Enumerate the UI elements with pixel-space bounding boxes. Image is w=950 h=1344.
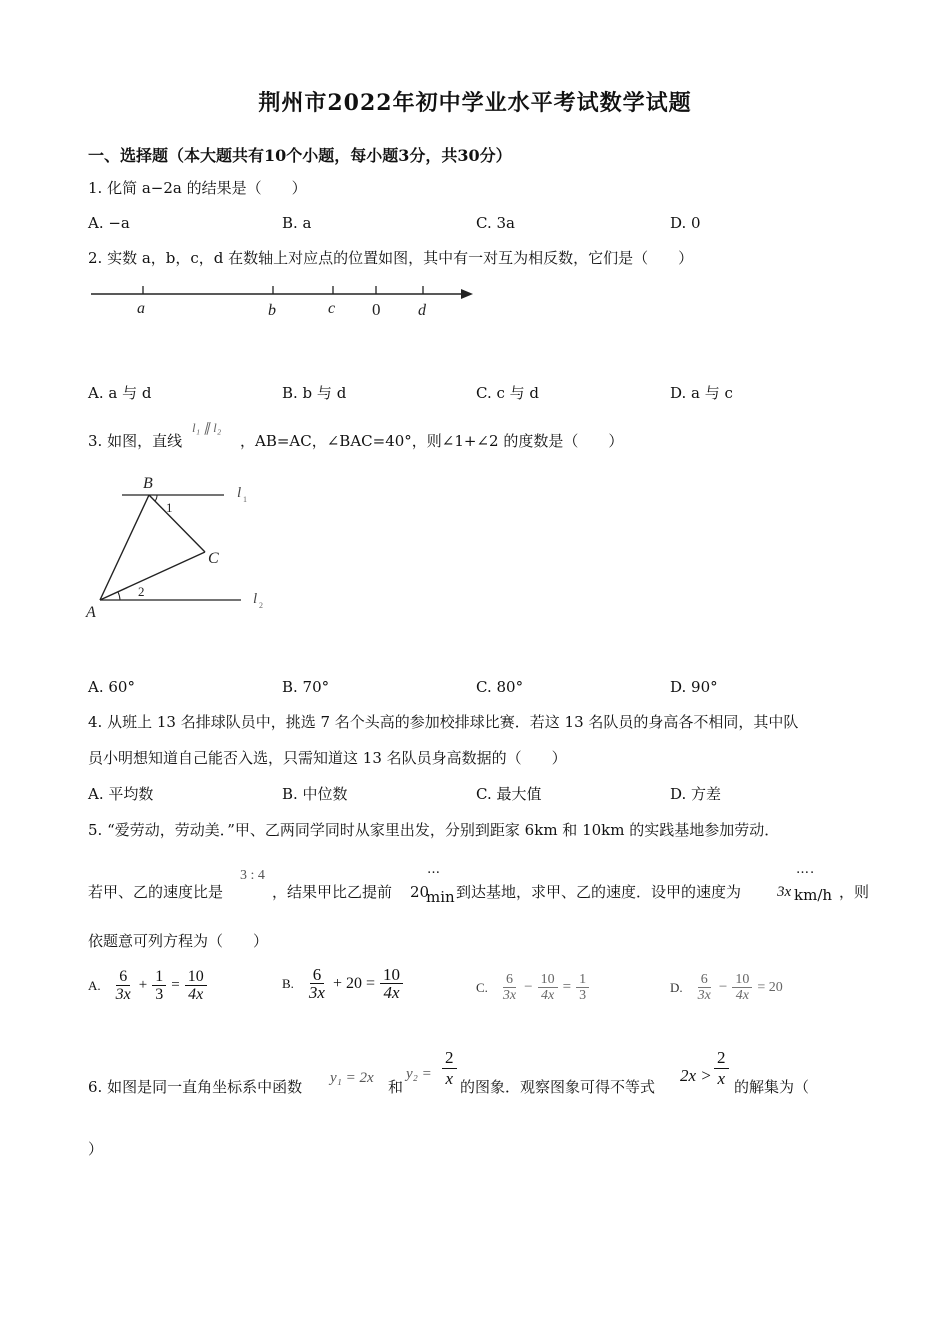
- angle-label-2: 2: [138, 584, 145, 599]
- vertex-label-a: A: [86, 604, 96, 621]
- operator: + 20 =: [332, 974, 376, 992]
- speed-unit: km/h: [794, 886, 833, 904]
- q5-option-c-label: C.: [476, 979, 488, 995]
- question-2-stem: 2. 实数 a，b，c，d 在数轴上对应点的位置如图，其中有一对互为相反数，它们是（ ）: [88, 249, 694, 267]
- line-label-l2: l: [253, 591, 258, 607]
- numerator: 10: [185, 968, 207, 986]
- fraction: [380, 966, 403, 1001]
- numerator: 10: [380, 966, 403, 984]
- numerator: 1: [152, 968, 166, 986]
- q5-option-b-label: B.: [282, 975, 294, 991]
- operator: = 20: [757, 979, 783, 995]
- axis-label-zero: 0: [372, 300, 381, 319]
- speed-variable: 3x: [777, 884, 792, 900]
- denominator: 3x: [502, 988, 517, 1003]
- q4-option-b: B. 中位数: [282, 785, 348, 803]
- operator: −: [718, 979, 728, 995]
- numerator: 6: [503, 972, 516, 988]
- q4-option-a: A. 平均数: [88, 785, 154, 803]
- q3-option-d: D. 90°: [670, 678, 718, 696]
- denominator: 3: [155, 986, 164, 1003]
- fraction: [185, 968, 207, 1003]
- fraction: [113, 968, 134, 1003]
- q5-option-d: [670, 972, 786, 1003]
- q4-option-d: D. 方差: [670, 785, 722, 803]
- emphasis-dots-min: …: [427, 862, 441, 877]
- speed-ratio: 3 : 4: [240, 868, 265, 883]
- line-label-l1-subscript: 1: [243, 495, 247, 504]
- page-title: 荆州市2022年初中学业水平考试数学试题: [258, 90, 692, 116]
- operator: +: [138, 977, 148, 993]
- q2-option-a: A. a 与 d: [88, 384, 152, 402]
- q2-option-d: D. a 与 c: [670, 384, 733, 402]
- line-label-l1: l: [237, 485, 242, 501]
- numerator: 6: [116, 968, 130, 986]
- question-5-line-3: 依题意可列方程为（ ）: [88, 932, 269, 950]
- question-3-stem-end: ，AB=AC，∠BAC=40°，则∠1+∠2 的度数是（ ）: [240, 432, 624, 450]
- q5-option-d-label: D.: [670, 979, 683, 995]
- numerator: 2: [714, 1048, 729, 1069]
- numerator: 6: [698, 972, 711, 988]
- fraction: [732, 972, 752, 1003]
- denominator: 4x: [188, 986, 204, 1003]
- conjunction-and: 和: [388, 1078, 404, 1096]
- q1-option-b: B. a: [282, 214, 312, 232]
- question-4-line-1: 4. 从班上 13 名排球队员中，挑选 7 名个头高的参加校排球比赛．若这 13 名队员的身高各不相同，其中队: [88, 713, 799, 731]
- denominator: 3x: [308, 983, 325, 1002]
- section-heading: 一、选择题（本大题共有10个小题，每小题3分，共30分）: [88, 146, 512, 165]
- function-y2-left: y₂ =: [406, 1066, 432, 1082]
- fraction: [695, 972, 714, 1003]
- numerator: 10: [538, 972, 558, 988]
- denominator: 4x: [735, 988, 749, 1003]
- fraction: [306, 966, 328, 1001]
- number-line-figure: [85, 280, 485, 325]
- inequality-left: 2x >: [680, 1066, 712, 1085]
- angle-label-1: 1: [166, 500, 173, 515]
- q5-option-a-label: A.: [88, 977, 101, 993]
- question-5-line-2-start: 若甲、乙的速度比是: [88, 883, 224, 901]
- function-y1: y₁ = 2x: [330, 1070, 374, 1086]
- q2-option-b: B. b 与 d: [282, 384, 347, 402]
- axis-label-b: b: [268, 302, 276, 319]
- question-5-line-2-mid: ，结果甲比乙提前: [272, 883, 393, 901]
- question-4-line-2: 员小明想知道自己能否入选，只需知道这 13 名队员身高数据的（ ）: [88, 749, 567, 767]
- axis-label-a: a: [137, 300, 145, 317]
- denominator: x: [445, 1069, 454, 1088]
- fraction: [714, 1048, 729, 1089]
- vertex-label-c: C: [208, 550, 219, 567]
- inequality-fraction: [712, 1048, 731, 1089]
- question-6-stem-end: 的解集为（: [734, 1078, 810, 1096]
- line-label-l2-subscript: 2: [259, 601, 263, 610]
- fraction: [442, 1048, 457, 1089]
- axis-label-d: d: [418, 302, 426, 319]
- fraction: [500, 972, 519, 1003]
- question-1-stem: 1. 化简 a−2a 的结果是（ ）: [88, 179, 307, 197]
- time-difference-value: 20: [410, 883, 430, 901]
- question-3-stem-start: 3. 如图，直线: [88, 432, 183, 450]
- fraction: [576, 972, 589, 1003]
- fraction: [152, 968, 166, 1003]
- operator: −: [524, 979, 533, 995]
- axis-label-c: c: [328, 300, 336, 317]
- q5-option-b: [282, 966, 405, 1001]
- q3-option-c: C. 80°: [476, 678, 524, 696]
- fraction: [538, 972, 558, 1003]
- triangle-figure: [80, 470, 280, 625]
- emphasis-dots-speed: ….: [796, 862, 816, 877]
- numerator: 2: [442, 1048, 457, 1069]
- operator: =: [171, 977, 180, 993]
- time-difference-unit: min: [426, 888, 455, 906]
- question-6-stem-mid: 的图象．观察图象可得不等式: [460, 1078, 656, 1096]
- q1-option-d: D. 0: [670, 214, 701, 232]
- operator: =: [562, 979, 572, 995]
- question-5-line-1: 5. “爱劳动，劳动美．”甲、乙两同学同时从家里出发，分别到距家 6km 和 10km 的实践基地参加劳动．: [88, 821, 780, 839]
- denominator: 3: [579, 988, 587, 1003]
- denominator: 4x: [383, 983, 400, 1002]
- question-6-stem-start: 6. 如图是同一直角坐标系中函数: [88, 1078, 303, 1096]
- q1-option-c: C. 3a: [476, 214, 515, 232]
- denominator: 3x: [115, 986, 131, 1003]
- denominator: 3x: [697, 988, 711, 1003]
- q3-option-b: B. 70°: [282, 678, 330, 696]
- q4-option-c: C. 最大值: [476, 785, 542, 803]
- q5-option-c: [476, 972, 591, 1003]
- numerator: 10: [732, 972, 752, 988]
- q1-option-a: A. −a: [88, 214, 130, 232]
- denominator: 4x: [541, 988, 555, 1003]
- question-5-line-2-end: ，则: [839, 883, 870, 901]
- numerator: 6: [310, 966, 325, 984]
- question-6-closing-paren: ）: [88, 1140, 104, 1158]
- parallel-lines-notation: l₁ ∥ l₂: [192, 420, 222, 435]
- numerator: 1: [576, 972, 589, 988]
- denominator: x: [717, 1069, 726, 1088]
- vertex-label-b: B: [143, 475, 153, 492]
- q5-option-a: [88, 968, 209, 1003]
- question-5-line-2-rest: 到达基地，求甲、乙的速度．设甲的速度为: [456, 883, 742, 901]
- function-y2-fraction: [440, 1048, 459, 1089]
- q2-option-c: C. c 与 d: [476, 384, 540, 402]
- q3-option-a: A. 60°: [88, 678, 135, 696]
